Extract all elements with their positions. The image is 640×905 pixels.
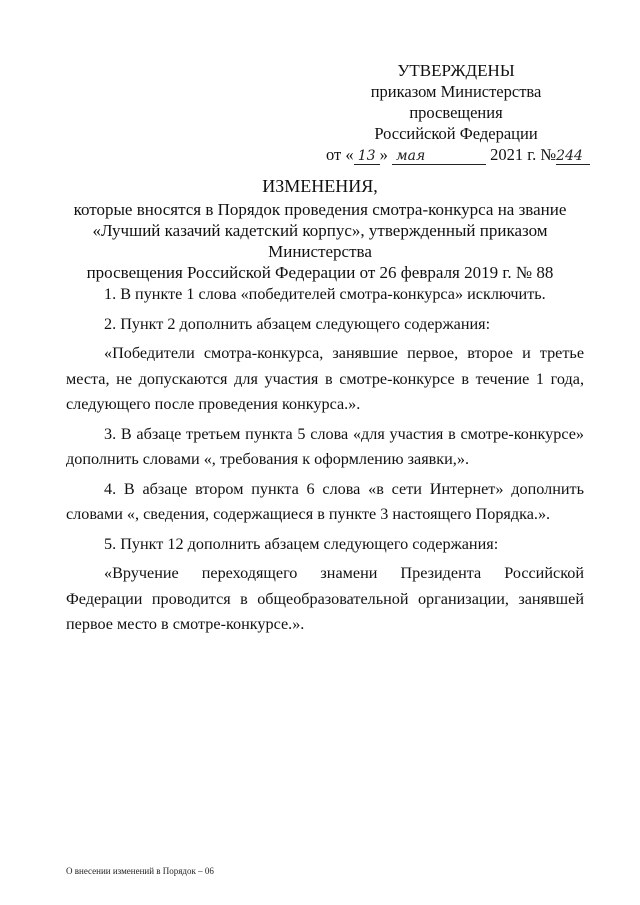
approval-line-2: Российской Федерации [374, 124, 538, 143]
order-number-handwritten: 244 [556, 148, 590, 165]
date-month-handwritten: мая [392, 148, 486, 165]
paragraph-3: «Победители смотра-конкурса, занявшие первое, второе и третье места, не допускаются для участия в смотре-конкурсе в течение 1 года, следующего после проведения конкурса.». [66, 344, 584, 413]
document-title [70, 176, 570, 283]
approval-title: УТВЕРЖДЕНЫ [397, 61, 515, 80]
date-day-handwritten: 13 [354, 148, 380, 165]
title-line-3: просвещения Российской Федерации от 26 февраля 2019 г. № 88 [86, 263, 554, 282]
paragraph-5: 4. В абзаце втором пункта 6 слова «в сети Интернет» дополнить словами «, сведения, содержащиеся в пункте 3 настоящего Порядка.». [66, 479, 584, 523]
title-heading: ИЗМЕНЕНИЯ, [262, 176, 378, 196]
date-year: 2021 г. № [490, 145, 557, 164]
approval-date-line [326, 144, 586, 165]
paragraph-2: 2. Пункт 2 дополнить абзацем следующего содержания: [104, 314, 491, 333]
title-line-2: «Лучший казачий кадетский корпус», утвержденный приказом Министерства [92, 221, 548, 261]
footer-note: О внесении изменений в Порядок – 06 [66, 866, 214, 876]
title-line-1: которые вносятся в Порядок проведения смотра-конкурса на звание [73, 200, 567, 219]
date-prefix: от « [326, 145, 354, 164]
paragraph-7: «Вручение переходящего знамени Президента Российской Федерации проводится в общеобразовательной организации, занявшей первое место в смотре-конкурсе.». [66, 564, 584, 633]
date-mid: » [379, 145, 388, 164]
document-body [66, 282, 584, 642]
paragraph-4: 3. В абзаце третьем пункта 5 слова «для участия в смотре-конкурсе» дополнить словами «, требования к оформлению заявки,». [66, 424, 584, 468]
paragraph-1: 1. В пункте 1 слова «победителей смотра-конкурса» исключить. [104, 285, 546, 303]
approval-line-1: приказом Министерства просвещения [370, 82, 542, 122]
paragraph-6: 5. Пункт 12 дополнить абзацем следующего содержания: [104, 534, 499, 553]
approval-block [326, 60, 586, 165]
